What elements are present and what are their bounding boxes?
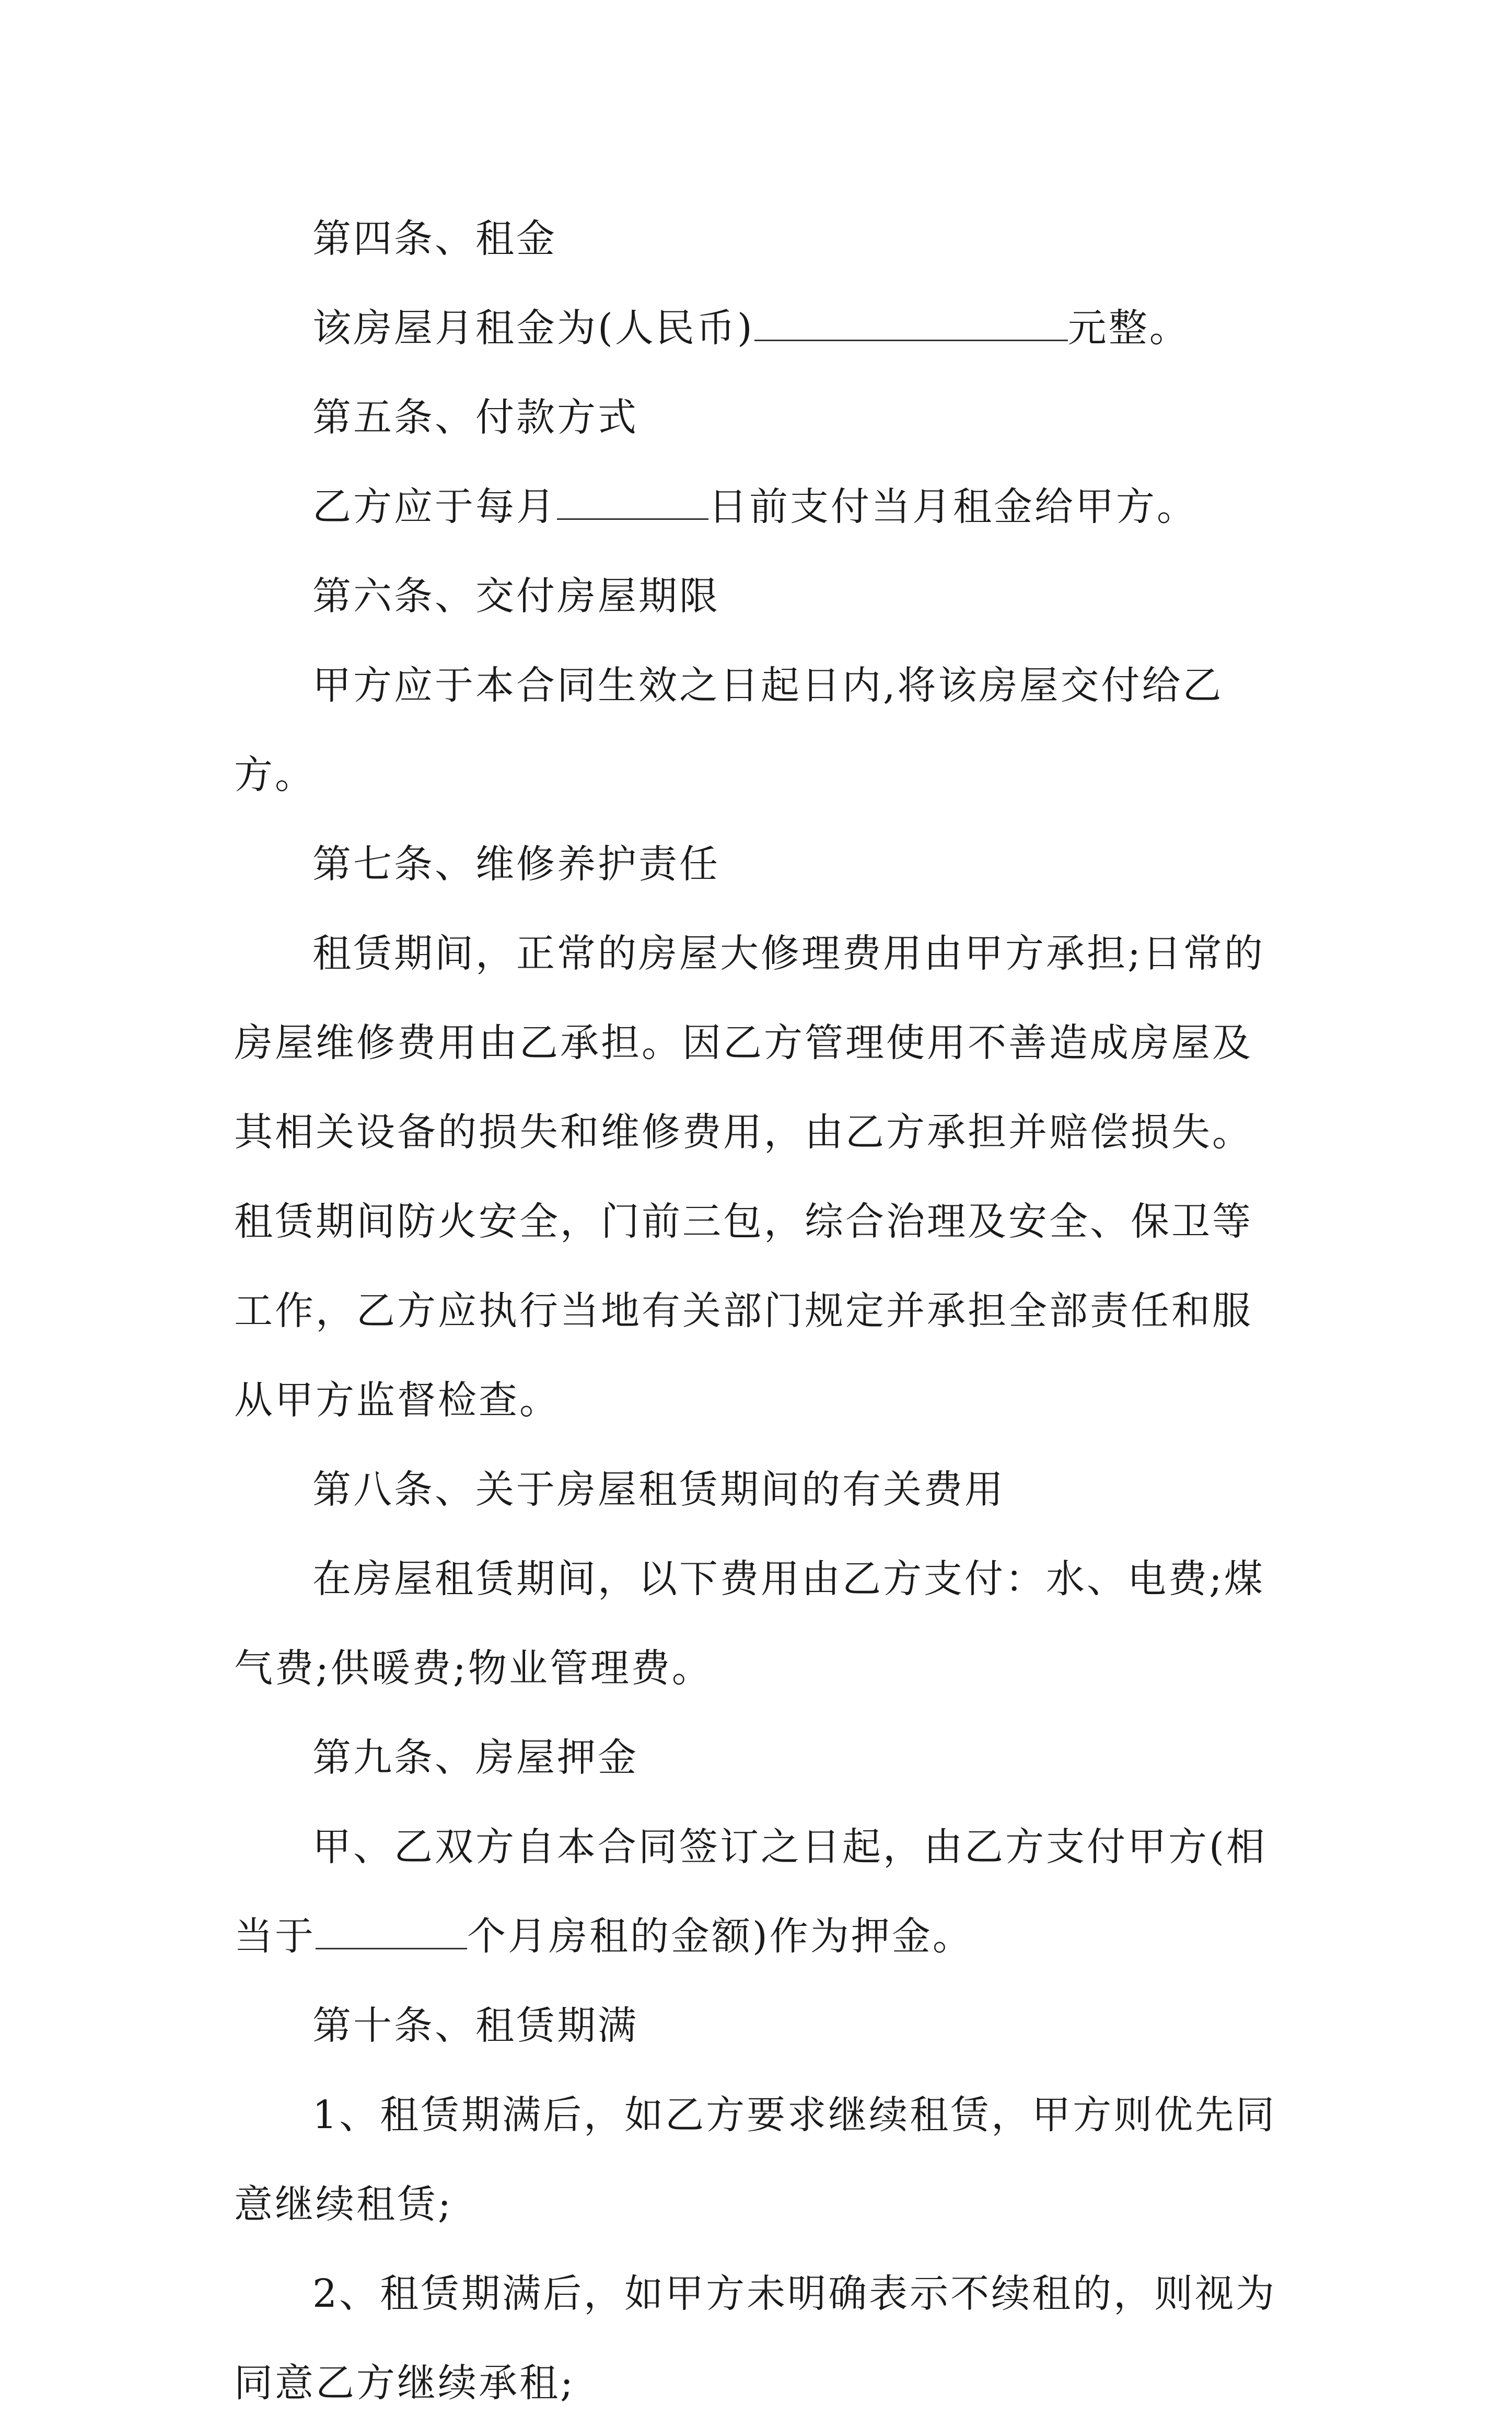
article-10-heading: 第十条、租赁期满 — [312, 2003, 638, 2048]
contract-page — [234, 194, 1279, 2428]
deposit-text-before: 甲、乙双方自本合同签订之日起，由乙方支付甲方(相当于 — [234, 1825, 1267, 1959]
article-6-body: 甲方应于本合同生效之日起日内,将该房屋交付给乙方。 — [234, 663, 1224, 797]
article-7-heading: 第七条、维修养护责任 — [312, 842, 720, 887]
article-8-heading: 第八条、关于房屋租赁期间的有关费用 — [312, 1467, 1005, 1512]
payment-text-before: 乙方应于每月 — [312, 484, 557, 529]
article-8-body: 在房屋租赁期间，以下费用由乙方支付：水、电费;煤气费;供暖费;物业管理费。 — [234, 1556, 1265, 1691]
rent-text-before: 该房屋月租金为(人民币) — [312, 306, 754, 351]
rent-text-after: 元整。 — [1067, 306, 1190, 351]
article-10-item-2: 2、租赁期满后，如甲方未明确表示不续租的，则视为同意乙方继续承租; — [234, 2271, 1277, 2406]
article-9-heading: 第九条、房屋押金 — [312, 1735, 638, 1780]
deposit-months-blank — [316, 1918, 467, 1949]
article-4-body — [234, 284, 1279, 373]
article-9-body — [234, 1803, 1279, 1981]
article-7-body: 租赁期间，正常的房屋大修理费用由甲方承担;日常的房屋维修费用由乙承担。因乙方管理使用不善造成房屋及其相关设备的损失和维修费用，由乙方承担并赔偿损失。租赁期间防火安全，门前三包，综合治理及安全、保卫等工作，乙方应执行当地有关部门规定并承担全部责任和服从甲方监督检查。 — [234, 931, 1265, 1423]
payment-text-after: 日前支付当月租金给甲方。 — [708, 484, 1197, 529]
article-10-item-1: 1、租赁期满后，如乙方要求继续租赁，甲方则优先同意继续租赁; — [234, 2093, 1277, 2227]
payment-day-blank — [557, 488, 708, 520]
deposit-text-after: 个月房租的金额)作为押金。 — [467, 1914, 973, 1959]
article-6-heading: 第六条、交付房屋期限 — [312, 574, 720, 619]
article-5-heading: 第五条、付款方式 — [312, 395, 638, 440]
article-4-heading: 第四条、租金 — [312, 216, 557, 261]
article-5-body — [234, 462, 1279, 552]
rent-amount-blank — [754, 309, 1068, 341]
